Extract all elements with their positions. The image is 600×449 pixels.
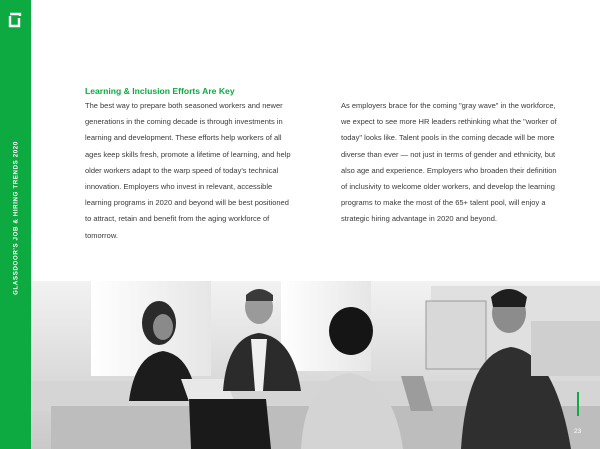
section-heading: Learning & Inclusion Efforts Are Key bbox=[85, 86, 235, 96]
sidebar bbox=[0, 0, 31, 449]
right-paragraph: As employers brace for the coming "gray wave" in the workforce, we expect to see more HR leaders rethinking what the "worker of today" looks like. Talent pools in the coming decade will be more diverse than ever — not just in terms of gender and ethnicity, but also age and experience. Employers who broaden their definition of inclusivity to welcome older workers, and develop the learning programs to make the most of the 65+ talent pool, will enjoy a strategic hiring advantage in 2020 and beyond. bbox=[341, 101, 557, 224]
office-team-photo bbox=[31, 281, 600, 449]
left-paragraph: The best way to prepare both seasoned workers and newer generations in the coming decade is through investments in learning and development. These efforts help workers of all ages keep skills fresh, promote a lifetime of learning, and help older workers adapt to the warp speed of today's technical innovation. Employers who invest in relevant, accessible learning programs in 2020 and beyond will be best positioned to attract, retain and benefit from the aging workforce of tomorrow. bbox=[85, 101, 291, 240]
vertical-report-title: GLASSDOOR'S JOB & HIRING TRENDS 2020 bbox=[12, 141, 20, 295]
accent-bar bbox=[577, 392, 579, 416]
page-number: 23 bbox=[574, 428, 582, 435]
glassdoor-logo-icon bbox=[8, 12, 22, 28]
